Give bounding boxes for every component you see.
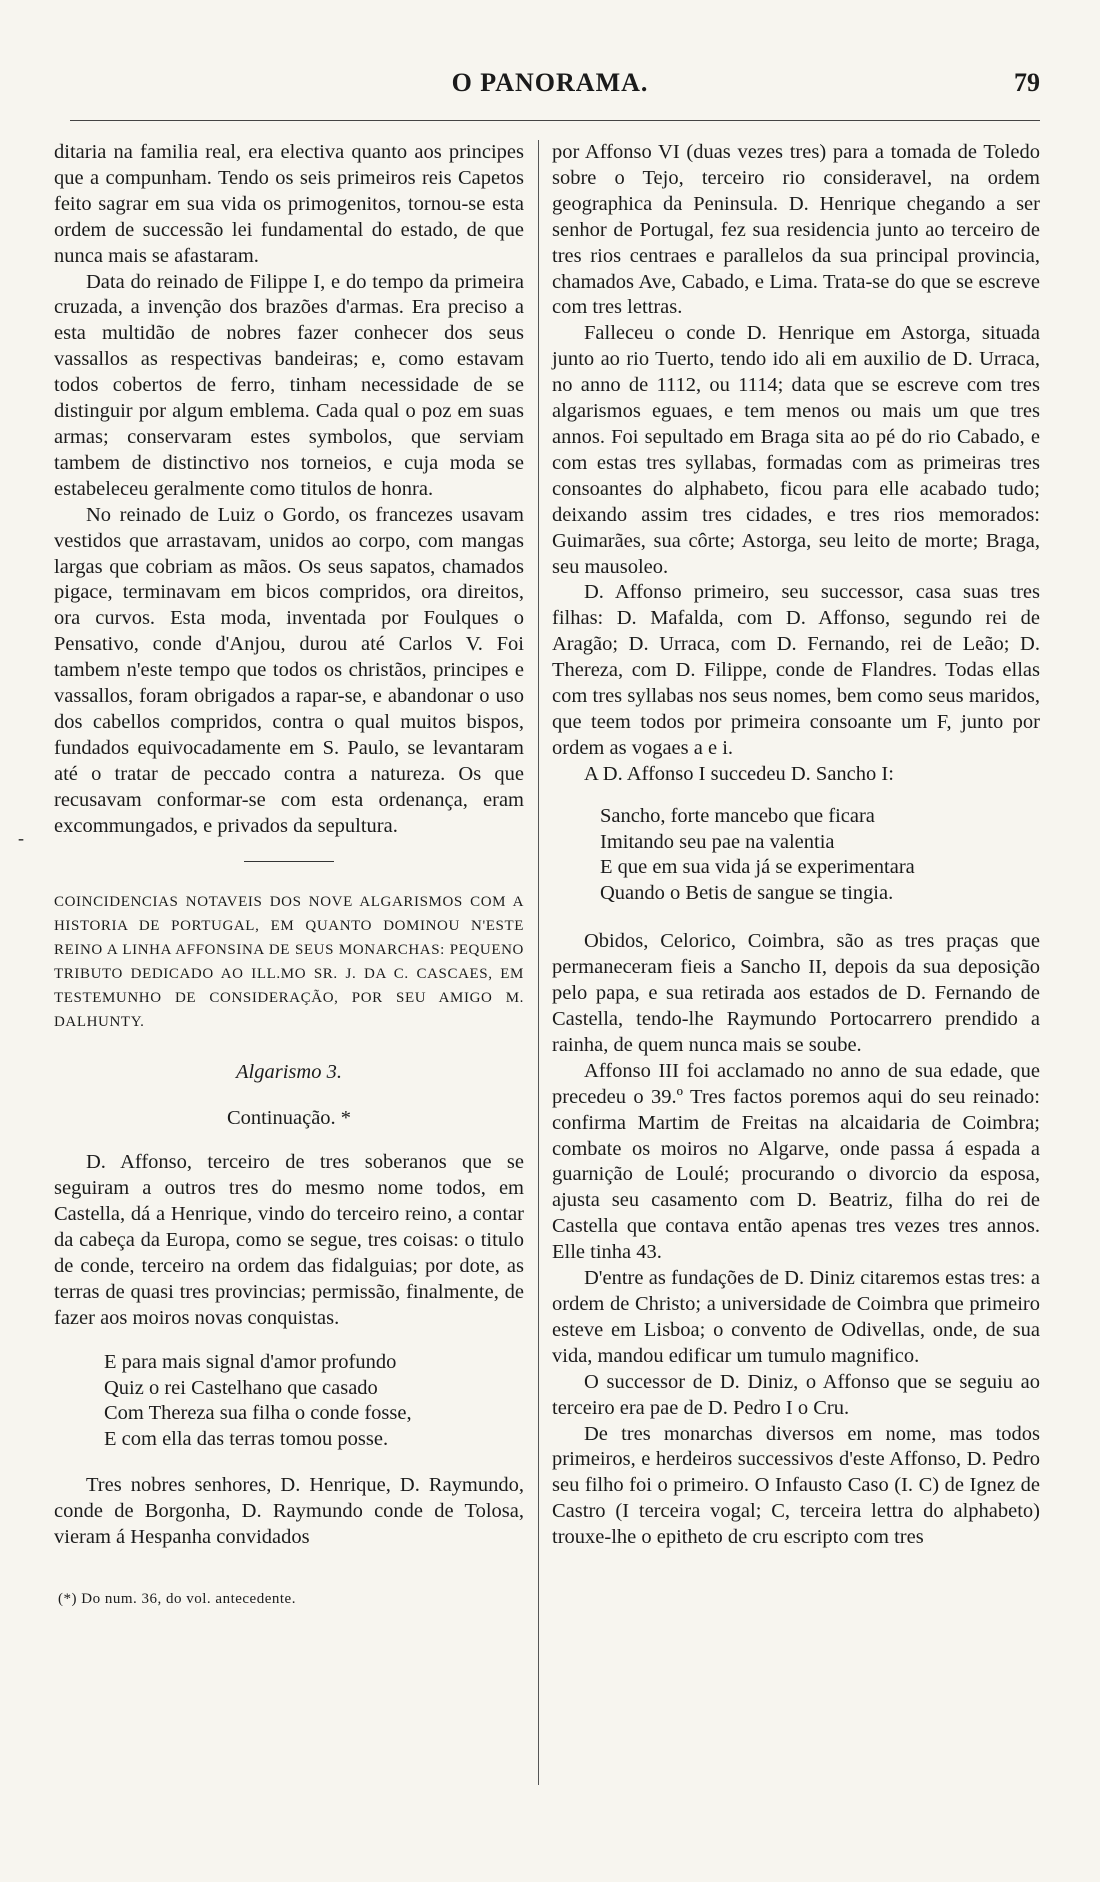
- paragraph: Obidos, Celorico, Coimbra, são as tres praças que permaneceram fieis a Sancho II, depois da sua deposição pelo papa, e sua retirada aos estados de D. Fernando de Castella, tendo-lhe Raymundo Portocarrero prendido a rainha, de quem nunca mais se soube.: [552, 930, 1040, 1056]
- paragraph: D. Affonso, terceiro de tres soberanos que se seguiram a outros tres do mesmo nome todos, em Castella, dá a Henrique, vindo do terceiro reino, a contar da cabeça da Europa, como se segue, tres coisas: o titulo de conde, terceiro na ordem das fidalguias; por dote, as terras de quasi tres provincias; permissão, finalmente, de fazer aos moiros novas conquistas.: [54, 1151, 524, 1329]
- paragraph: Affonso III foi acclamado no anno de sua edade, que precedeu o 39.º Tres factos poremos aqui do seu reinado: confirma Martim de Freitas na alcaidaria de Coimbra; combate os moiros no Algarve, onde passa á espada a guarnição de Loulé; procurando o divorcio da esposa, ajusta seu casamento com D. Beatriz, filha do rei de Castella que contava então apenas tres vezes tres annos. Elle tinha 43.: [552, 1059, 1040, 1264]
- verse-line: Quando o Betis de sangue se tingia.: [600, 882, 894, 905]
- article-heading: COINCIDENCIAS NOTAVEIS DOS NOVE ALGARISMOS COM A HISTORIA DE PORTUGAL, EM QUANTO DOMINOU N'ESTE REINO A LINHA AFFONSINA DE SEUS MONARCHAS: PEQUENO TRIBUTO DEDICADO AO ILL.MO SR. J. DA C. CASCAES, EM TESTEMUNHO DE CONSIDERAÇÃO, POR SEU AMIGO M. DALHUNTY.: [54, 894, 524, 1031]
- paragraph: A D. Affonso I succedeu D. Sancho I:: [584, 762, 894, 785]
- paragraph: D'entre as fundações de D. Diniz citaremos estas tres: a ordem de Christo; a universidade de Coimbra que primeiro esteve em Lisboa; o convento de Odivellas, onde, de sua vida, mandou edificar um tumulo magnifico.: [552, 1267, 1040, 1367]
- journal-title: O PANORAMA.: [451, 68, 649, 97]
- verse-line: E com ella das terras tomou posse.: [104, 1428, 389, 1451]
- left-column: [54, 140, 524, 1613]
- verse-line: E para mais signal d'amor profundo: [104, 1350, 397, 1373]
- column-divider: [538, 140, 539, 1785]
- verse-line: Quiz o rei Castelhano que casado: [104, 1376, 378, 1399]
- verse-line: E que em sua vida já se experimentara: [600, 856, 915, 879]
- footnote: (*) Do num. 36, do vol. antecedente.: [58, 1590, 296, 1607]
- header-rule: [70, 120, 1040, 121]
- page-header: [50, 60, 1050, 112]
- paragraph: Falleceu o conde D. Henrique em Astorga, situada junto ao rio Tuerto, tendo ido ali em auxilio de D. Urraca, no anno de 1112, ou 1114; data que se escreve com tres algarismos eguaes, e tem menos ou mais um que tres annos. Foi sepultado em Braga sita ao pé do rio Cabado, e com estas tres syllabas, formadas com as primeiras tres consoantes do alphabeto, ficou para elle acabado tudo; deixando assim tres cidades, e tres rios memorados: Guimarães, sua côrte; Astorga, seu leito de morte; Braga, seu mausoleo.: [552, 322, 1040, 578]
- paragraph: D. Affonso primeiro, seu successor, casa suas tres filhas: D. Mafalda, com D. Affonso, segundo rei de Aragão; D. Urraca, com D. Fernando, rei de Leão; D. Thereza, com D. Filippe, conde de Flandres. Todas ellas com tres syllabas nos seus nomes, bem como seus maridos, que teem todos por primeira consoante um F, junto por ordem as vogaes a e i.: [552, 581, 1040, 759]
- verse-line: Com Thereza sua filha o conde fosse,: [104, 1402, 412, 1425]
- paragraph: por Affonso VI (duas vezes tres) para a tomada de Toledo sobre o Tejo, terceiro rio consideravel, na ordem geographica da Peninsula. D. Henrique chegando a ser senhor de Portugal, fez sua residencia junto ao terceiro de tres rios centraes e parallelos da sua principal provincia, chamados Ave, Cabado, e Lima. Trata-se do que se escreve com tres lettras.: [552, 141, 1040, 319]
- page-number: 79: [1014, 68, 1040, 97]
- paragraph: Tres nobres senhores, D. Henrique, D. Raymundo, conde de Borgonha, D. Raymundo conde de Tolosa, vieram á Hespanha convidados: [54, 1474, 524, 1549]
- right-column: [552, 140, 1040, 1551]
- verse-line: Imitando seu pae na valentia: [600, 830, 835, 853]
- paragraph: Data do reinado de Filippe I, e do tempo da primeira cruzada, a invenção dos brazões d'armas. Era preciso a esta multidão de nobres fazer conhecer dos seus vassallos as respectivas bandeiras; e, como estavam todos cobertos de ferro, tinham necessidade de se distinguir por algum emblema. Cada qual o poz em suas armas; conservaram estes symbolos, que serviam tambem de distinctivo nos torneios, e cuja moda se estabeleceu geralmente como titulos de honra.: [54, 270, 524, 500]
- paragraph: De tres monarchas diversos em nome, mas todos primeiros, e herdeiros successivos d'este Affonso, D. Pedro seu filho foi o primeiro. O Infausto Caso (I. C) de Ignez de Castro (I terceira vogal; C, terceira lettra do alphabeto) trouxe-lhe o epitheto de cru escripto com tres: [552, 1422, 1040, 1549]
- article-subheading: Algarismo 3.: [236, 1061, 342, 1084]
- verse-line: Sancho, forte mancebo que ficara: [600, 804, 875, 827]
- continuation-note: Continuação. *: [226, 1107, 352, 1130]
- verse-block: [600, 804, 1040, 908]
- paragraph: ditaria na familia real, era electiva quanto aos principes que a compunham. Tendo os seis primeiros reis Capetos feito sagrar em sua vida os primogenitos, tornou-se esta ordem de successão lei fundamental do estado, de que nunca mais se afastaram.: [54, 141, 524, 267]
- paragraph: O successor de D. Diniz, o Affonso que se seguiu ao terceiro era pae de D. Pedro I o Cru.: [552, 1370, 1040, 1419]
- section-separator: [244, 861, 334, 862]
- margin-mark: -: [18, 828, 24, 848]
- paragraph: No reinado de Luiz o Gordo, os francezes usavam vestidos que arrastavam, unidos ao corpo, com mangas largas que cobriam as mãos. Os seus sapatos, chamados pigace, terminavam em bicos compridos, ora direitos, ora curvos. Esta moda, inventada por Foulques o Pensativo, conde d'Anjou, durou até Carlos V. Foi tambem n'este tempo que todos os christãos, principes e vassallos, foram obrigados a rapar-se, e abandonar o uso dos cabellos compridos, contra o qual muitos bispos, fundados equivocadamente em S. Paulo, se levantaram até o tratar de peccado contra a natureza. Os que recusavam conformar-se com esta ordenança, eram excommungados, e privados da sepultura.: [54, 503, 524, 837]
- verse-block: [104, 1350, 524, 1454]
